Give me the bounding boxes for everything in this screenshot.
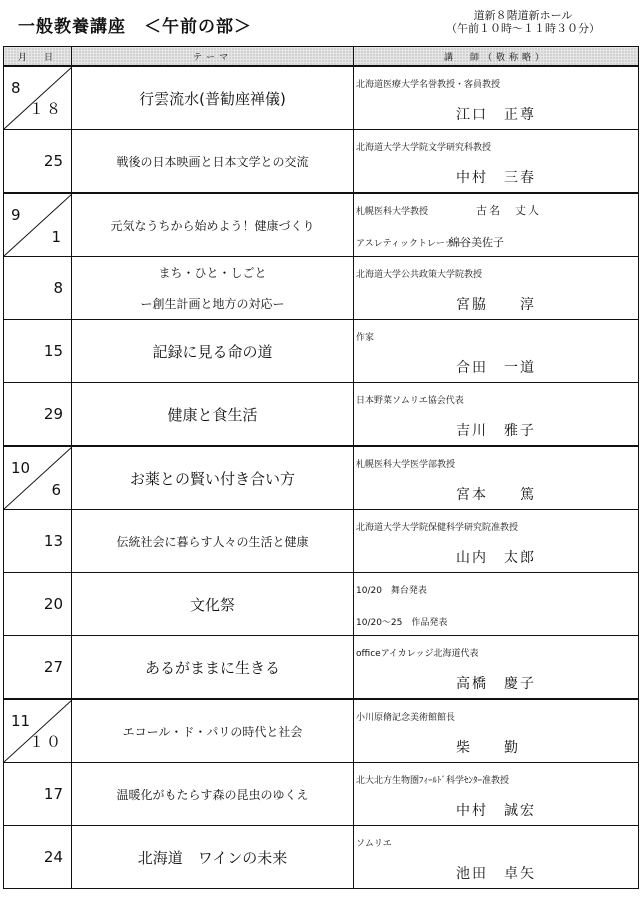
date-cell xyxy=(4,826,72,889)
date-cell xyxy=(4,699,72,763)
theme-cell xyxy=(72,636,354,700)
day-label: 24 xyxy=(43,848,63,866)
lecturer-affiliation: 10/20 舞台発表 xyxy=(356,586,427,596)
lecturer-cell xyxy=(354,699,639,763)
lecturer-name: 吉川 雅子 xyxy=(456,423,536,439)
lecturer-cell xyxy=(354,446,639,510)
theme-cell xyxy=(72,257,354,320)
table-row xyxy=(4,193,639,257)
day-label: 29 xyxy=(43,405,63,423)
diagonal-divider xyxy=(4,194,72,256)
month-day-diagonal xyxy=(4,194,71,256)
date-cell xyxy=(4,193,72,257)
month-label: 10 xyxy=(11,459,31,477)
date-cell xyxy=(4,320,72,383)
lecturer-name: 江口 正尊 xyxy=(456,107,536,123)
day-label: 15 xyxy=(43,342,63,360)
day-label: 17 xyxy=(43,785,63,803)
month-label: 8 xyxy=(11,79,21,97)
header-date: 月 日 xyxy=(4,47,72,67)
venue-time: （午前１０時～１１時３０分） xyxy=(446,22,600,35)
date-cell xyxy=(4,383,72,447)
venue-name: 道新８階道新ホール xyxy=(473,9,573,22)
lecturer-cell xyxy=(354,510,639,573)
day-label: １０ xyxy=(28,733,63,751)
lecturer-affiliation: 北海道大学公共政策大学院教授 xyxy=(356,270,483,280)
lecturer-cell xyxy=(354,193,639,257)
schedule-table xyxy=(3,46,639,889)
table-row xyxy=(4,66,639,130)
theme-cell xyxy=(72,510,354,573)
day-label: 6 xyxy=(51,481,63,499)
lecturer-cell xyxy=(354,66,639,130)
date-cell xyxy=(4,257,72,320)
lecturer-name: 宮本 篤 xyxy=(456,487,536,503)
theme-text: 文化祭 xyxy=(189,595,235,614)
theme-cell xyxy=(72,573,354,636)
day-label: 20 xyxy=(43,595,63,613)
lecturer-affiliation: 日本野菜ソムリエ協会代表 xyxy=(356,396,464,406)
table-row xyxy=(4,130,639,194)
date-cell xyxy=(4,66,72,130)
table-row xyxy=(4,826,639,889)
theme-text: 北海道 ワインの未来 xyxy=(137,848,288,867)
day-label: 25 xyxy=(43,152,63,170)
theme-cell xyxy=(72,193,354,257)
lecturer-affiliation: 作家 xyxy=(356,333,375,343)
month-day-diagonal xyxy=(4,67,71,129)
theme-cell xyxy=(72,383,354,447)
lecturer-affiliation: ソムリエ xyxy=(356,839,392,849)
date-cell xyxy=(4,573,72,636)
table-row xyxy=(4,257,639,320)
date-cell xyxy=(4,510,72,573)
lecturer-cell xyxy=(354,383,639,447)
theme-text: 戦後の日本映画と日本文学との交流 xyxy=(116,154,309,169)
lecturer-affiliation: 北大北方生物圏ﾌｨｰﾙﾄﾞ科学ｾﾝﾀｰ准教授 xyxy=(356,776,510,786)
lecturer-cell xyxy=(354,130,639,194)
lecturer-name: 中村 三春 xyxy=(456,170,536,186)
table-row xyxy=(4,446,639,510)
venue-info xyxy=(446,9,600,35)
theme-cell xyxy=(72,66,354,130)
lecturer-cell xyxy=(354,636,639,700)
theme-cell xyxy=(72,826,354,889)
table-header-row xyxy=(4,47,639,67)
lecturer-affiliation: 北海道大学大学院文学研究科教授 xyxy=(356,143,492,153)
table-row xyxy=(4,699,639,763)
theme-cell xyxy=(72,763,354,826)
lecturer-name: 山内 太郎 xyxy=(456,550,536,566)
theme-text: エコール・ド・パリの時代と社会 xyxy=(122,724,303,739)
lecturer-affiliation: 小川原脩記念美術館館長 xyxy=(356,713,456,723)
month-day-diagonal xyxy=(4,447,71,509)
date-cell xyxy=(4,130,72,194)
lecturer-name-2: 綿谷美佐子 xyxy=(449,236,504,249)
header-lecturer: 講 師（敬称略） xyxy=(354,47,639,67)
lecturer-cell xyxy=(354,573,639,636)
theme-text: 記録に見る命の道 xyxy=(152,342,273,361)
event-detail-2: 10/20～25 作品発表 xyxy=(356,618,448,628)
lecturer-cell xyxy=(354,320,639,383)
lecturer-affiliation: 札幌医科大学医学部教授 xyxy=(356,460,456,470)
theme-cell xyxy=(72,446,354,510)
month-day-diagonal xyxy=(4,700,71,762)
theme-text: 温暖化がもたらす森の昆虫のゆくえ xyxy=(116,787,309,802)
date-cell xyxy=(4,446,72,510)
lecturer-affiliation: 北海道大学大学院保健科学研究院准教授 xyxy=(356,523,519,533)
lecturer-name: 池田 卓矢 xyxy=(456,866,536,882)
table-row xyxy=(4,573,639,636)
lecturer-affiliation: 札幌医科大学教授 xyxy=(356,207,429,217)
course-title: 一般教養講座 ＜午前の部＞ xyxy=(18,17,252,37)
month-label: 9 xyxy=(11,206,21,224)
lecturer-name: 中村 誠宏 xyxy=(456,803,536,819)
day-label: 27 xyxy=(43,658,63,676)
theme-text: あるがままに生きる xyxy=(144,658,280,677)
lecturer-affiliation-2: アスレティックトレーナー xyxy=(356,239,463,249)
theme-text: 健康と食生活 xyxy=(167,405,258,424)
table-row xyxy=(4,383,639,447)
theme-text: 元気なうちから始めよう！健康づくり xyxy=(110,218,315,233)
theme-cell xyxy=(72,130,354,194)
date-cell xyxy=(4,636,72,700)
month-label: 11 xyxy=(11,712,31,730)
day-label: 8 xyxy=(53,279,63,297)
lecturer-cell xyxy=(354,257,639,320)
header-theme: テーマ xyxy=(72,47,354,67)
diagonal-divider xyxy=(4,447,72,509)
theme-text: お薬との賢い付き合い方 xyxy=(129,469,295,488)
lecturer-name: 柴 勤 xyxy=(456,740,520,756)
lecturer-cell xyxy=(354,763,639,826)
lecturer-name: 宮脇 淳 xyxy=(456,297,536,313)
title-bar xyxy=(0,0,640,46)
table-row xyxy=(4,636,639,700)
day-label: １８ xyxy=(28,100,63,118)
day-label: 1 xyxy=(51,228,63,246)
theme-cell xyxy=(72,320,354,383)
theme-text: まち・ひと・しごと xyxy=(158,266,267,280)
theme-text: 行雲流水(普勧座禅儀) xyxy=(139,89,286,108)
date-cell xyxy=(4,763,72,826)
table-row xyxy=(4,320,639,383)
theme-subtitle: ー創生計画と地方の対応ー xyxy=(140,297,285,311)
lecturer-name: 古名 丈人 xyxy=(476,204,541,217)
day-label: 13 xyxy=(43,532,63,550)
lecturer-name: 合田 一道 xyxy=(456,360,536,376)
table-row xyxy=(4,510,639,573)
theme-text: 伝統社会に暮らす人々の生活と健康 xyxy=(116,534,309,549)
theme-cell xyxy=(72,699,354,763)
lecturer-name: 高橋 慶子 xyxy=(456,676,536,692)
lecturer-affiliation: officeアイカレッジ北海道代表 xyxy=(356,649,479,659)
lecturer-cell xyxy=(354,826,639,889)
lecturer-affiliation: 北海道医療大学名誉教授・客員教授 xyxy=(356,80,501,90)
table-row xyxy=(4,763,639,826)
